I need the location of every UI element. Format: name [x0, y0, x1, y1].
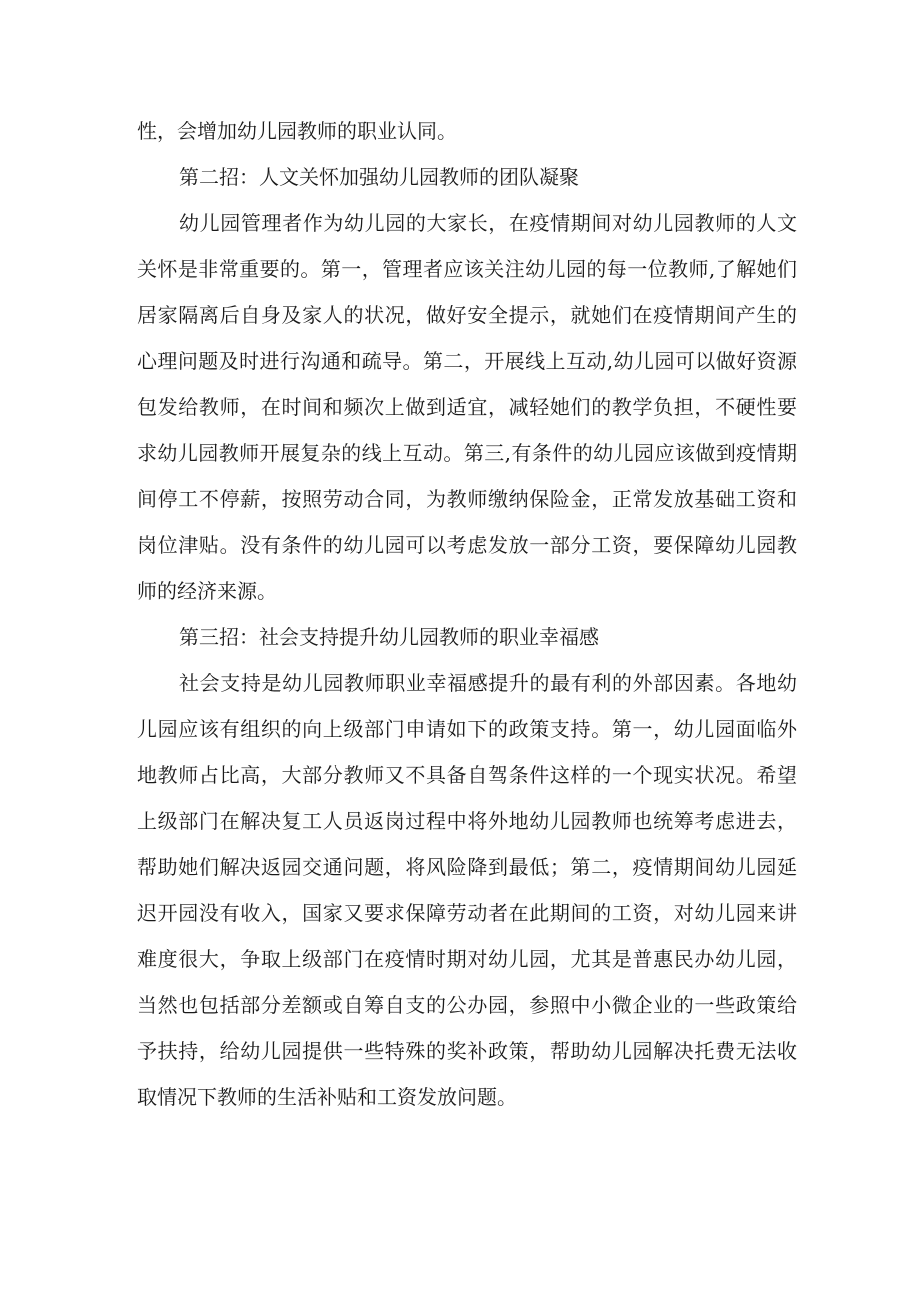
paragraph-line: 居家隔离后自身及家人的状况，做好安全提示，就她们在疫情期间产生的 — [137, 303, 797, 327]
body-text — [137, 108, 797, 1120]
paragraph-line: 当然也包括部分差额或自筹自支的公办园，参照中小微企业的一些政策给 — [137, 993, 797, 1017]
paragraph-line: 上级部门在解决复工人员返岗过程中将外地幼儿园教师也统筹考虑进去， — [137, 809, 797, 833]
paragraph-line: 幼儿园管理者作为幼儿园的大家长，在疫情期间对幼儿园教师的人文 — [179, 211, 797, 235]
section-heading-third-move: 第三招：社会支持提升幼儿园教师的职业幸福感 — [179, 625, 599, 649]
paragraph-line: 帮助她们解决返园交通问题，将风险降到最低；第二，疫情期间幼儿园延 — [137, 855, 797, 879]
paragraph-line: 难度很大，争取上级部门在疫情时期对幼儿园，尤其是普惠民办幼儿园， — [137, 947, 797, 971]
paragraph-line: 地教师占比高，大部分教师又不具备自驾条件这样的一个现实状况。希望 — [137, 763, 797, 787]
paragraph-last-line: 取情况下教师的生活补贴和工资发放问题。 — [137, 1085, 517, 1109]
paragraph-line: 关怀是非常重要的。第一，管理者应该关注幼儿园的每一位教师,了解她们 — [137, 257, 797, 281]
paragraph-line: 社会支持是幼儿园教师职业幸福感提升的最有利的外部因素。各地幼 — [179, 671, 797, 695]
paragraph-line: 岗位津贴。没有条件的幼儿园可以考虑发放一部分工资，要保障幼儿园教 — [137, 533, 797, 557]
section-heading-second-move: 第二招：人文关怀加强幼儿园教师的团队凝聚 — [179, 165, 579, 189]
paragraph-line: 迟开园没有收入，国家又要求保障劳动者在此期间的工资，对幼儿园来讲 — [137, 901, 797, 925]
paragraph-line: 求幼儿园教师开展复杂的线上互动。第三,有条件的幼儿园应该做到疫情期 — [137, 441, 797, 465]
paragraph-line: 间停工不停薪，按照劳动合同，为教师缴纳保险金，正常发放基础工资和 — [137, 487, 797, 511]
paragraph-last-line: 师的经济来源。 — [137, 579, 277, 603]
paragraph-line: 心理问题及时进行沟通和疏导。第二，开展线上互动,幼儿园可以做好资源 — [137, 349, 797, 373]
paragraph-line: 儿园应该有组织的向上级部门申请如下的政策支持。第一，幼儿园面临外 — [137, 717, 797, 741]
paragraph-continuation-line: 性，会增加幼儿园教师的职业认同。 — [137, 119, 457, 143]
paragraph-line: 予扶持，给幼儿园提供一些特殊的奖补政策，帮助幼儿园解决托费无法收 — [137, 1039, 797, 1063]
paragraph-line: 包发给教师，在时间和频次上做到适宜，减轻她们的教学负担，不硬性要 — [137, 395, 797, 419]
